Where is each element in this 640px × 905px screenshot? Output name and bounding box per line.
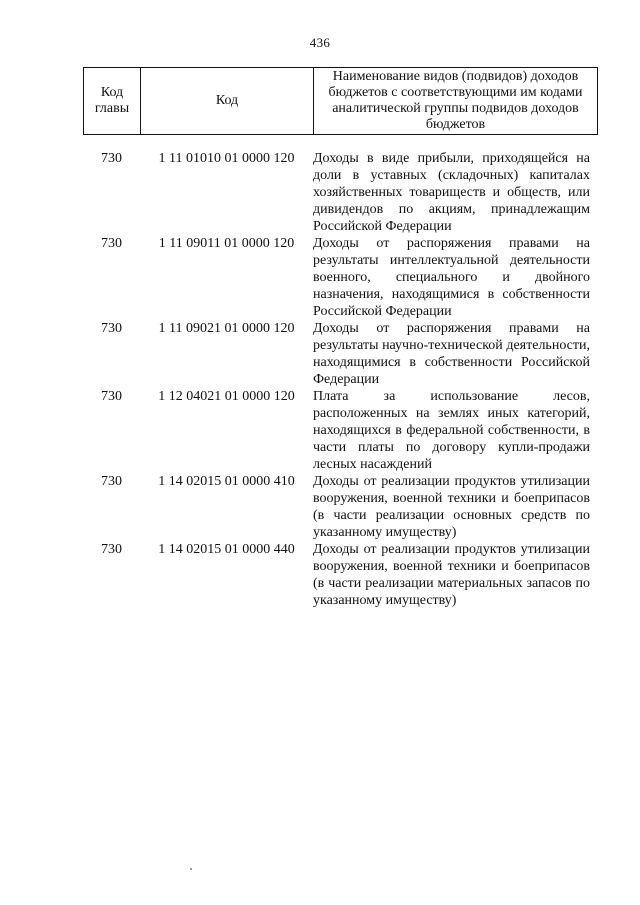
chapter-code-cell: 730 (101, 389, 122, 404)
chapter-code-cell: 730 (101, 236, 122, 251)
name-cell: Доходы от распоряжения правами на результаты научно-технической деятельности, находящимися в собственности Российской Федерации (313, 321, 590, 387)
table-row (83, 541, 598, 609)
table-row (83, 388, 598, 473)
chapter-code-cell: 730 (101, 151, 122, 166)
header-code: Код (141, 68, 314, 134)
chapter-code-cell: 730 (101, 321, 122, 336)
code-cell: 1 11 09021 01 0000 120 (158, 321, 295, 336)
code-cell: 1 12 04021 01 0000 120 (158, 389, 295, 404)
table-row (83, 235, 598, 320)
chapter-code-cell: 730 (101, 474, 122, 489)
table-body (83, 150, 598, 609)
name-cell: Доходы от реализации продуктов утилизации вооружения, военной техники и боеприпасов (в части реализации основных средств по указанному имуществу) (313, 474, 590, 540)
chapter-code-cell: 730 (101, 542, 122, 557)
table-row (83, 150, 598, 235)
code-cell: 1 11 09011 01 0000 120 (158, 236, 295, 251)
code-cell: 1 14 02015 01 0000 440 (158, 542, 295, 557)
name-cell: Плата за использование лесов, расположенных на землях иных категорий, находящихся в федеральной собственности, в части платы по договору купли-продажи лесных насаждений (313, 389, 590, 472)
code-cell: 1 11 01010 01 0000 120 (158, 151, 295, 166)
header-name: Наименование видов (подвидов) доходов бюджетов с соответствующими им кодами аналитической группы подвидов доходов бюджетов (328, 69, 583, 132)
scan-speck (190, 868, 192, 870)
table-row (83, 320, 598, 388)
name-cell: Доходы от реализации продуктов утилизации вооружения, военной техники и боеприпасов (в части реализации материальных запасов по указанному имуществу) (313, 542, 590, 608)
name-cell: Доходы в виде прибыли, приходящейся на доли в уставных (складочных) капиталах хозяйственных товариществ и обществ, или дивидендов по акциям, принадлежащим Российской Федерации (313, 151, 590, 234)
code-cell: 1 14 02015 01 0000 410 (158, 474, 295, 489)
table-row (83, 473, 598, 541)
name-cell: Доходы от распоряжения правами на результаты интеллектуальной деятельности военного, специального и двойного назначения, находящимися в собственности Российской Федерации (313, 236, 590, 319)
table-header (83, 67, 598, 135)
page-number: 436 (309, 35, 331, 50)
header-chapter-code: Код главы (84, 68, 141, 134)
